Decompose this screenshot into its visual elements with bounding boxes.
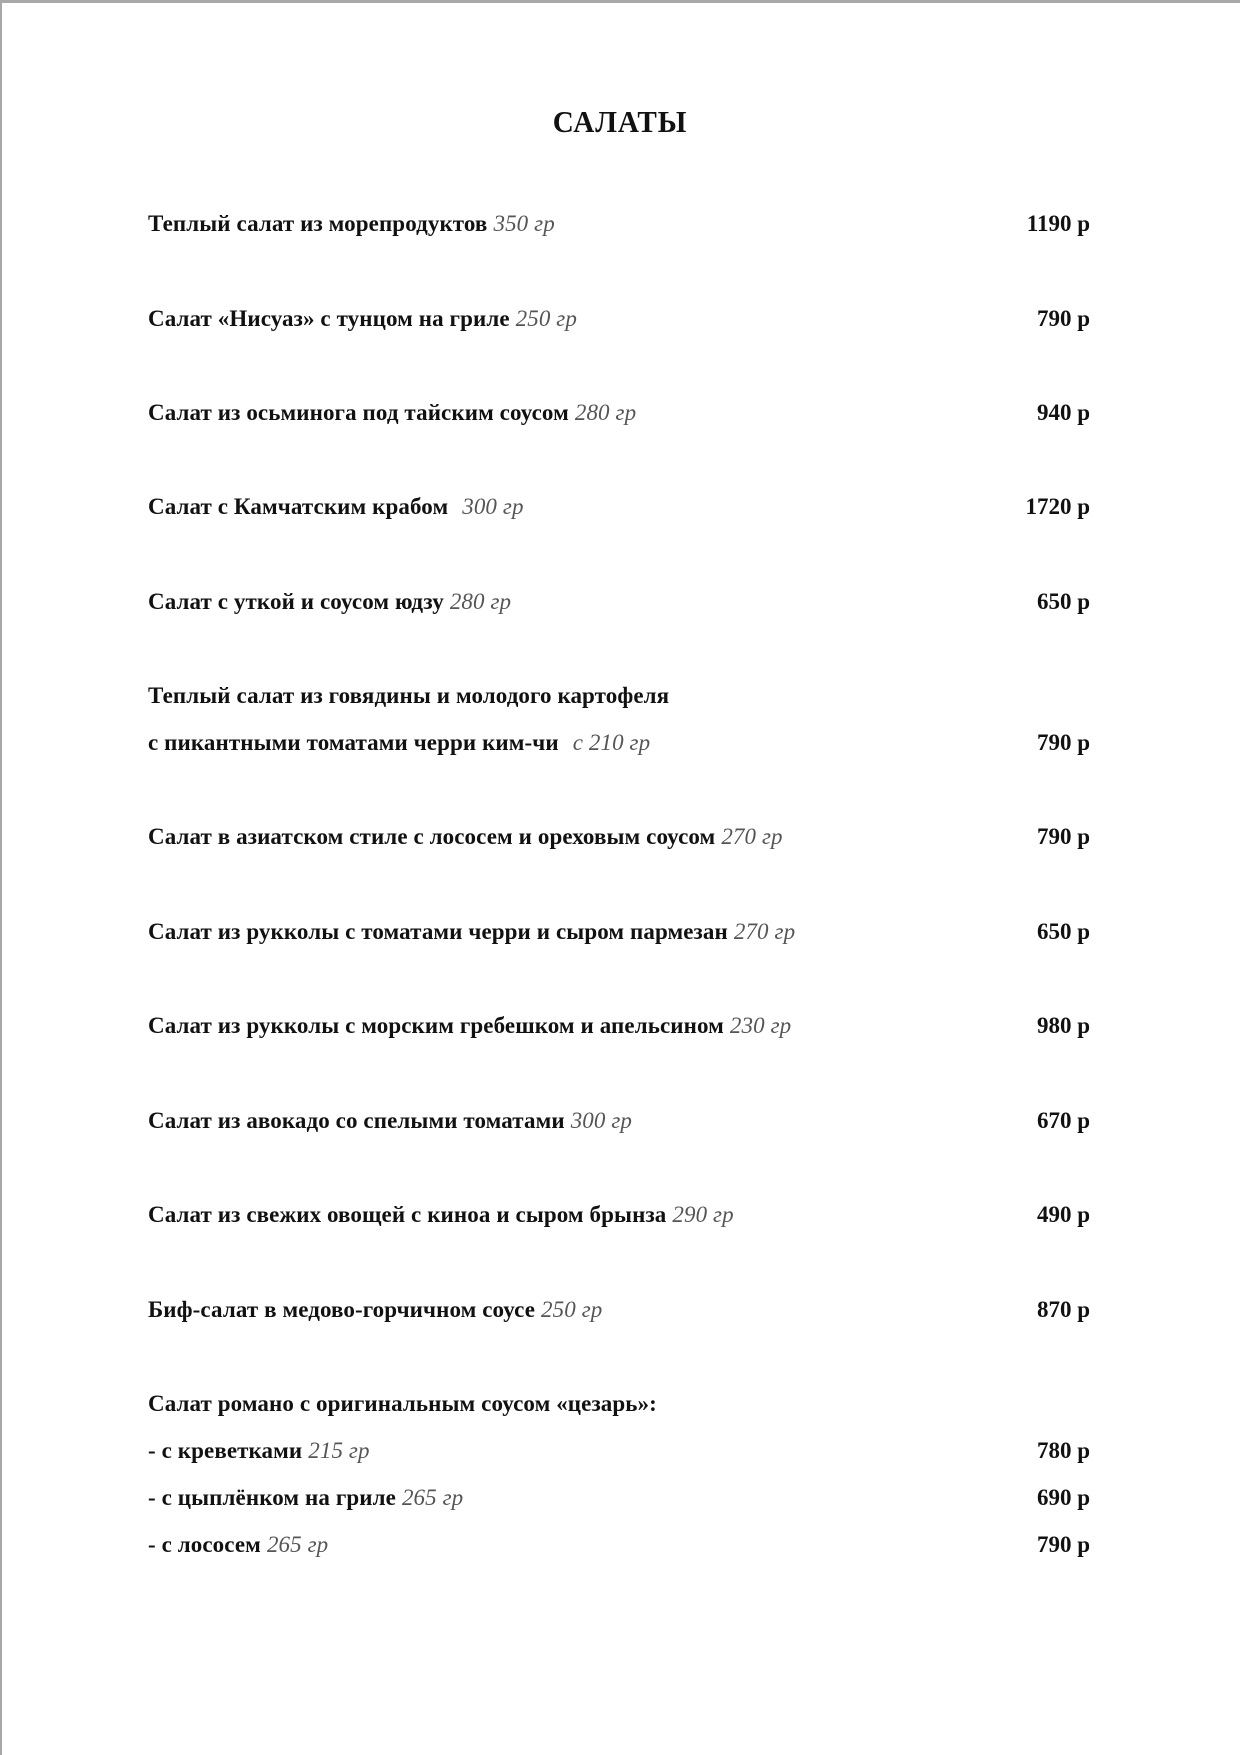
- menu-item: [148, 820, 1090, 854]
- caesar-variant: [148, 1481, 1090, 1515]
- variant-weight: 265 гр: [401, 1485, 464, 1510]
- item-name-line: [148, 1434, 370, 1468]
- variant-weight: 265 гр: [266, 1532, 329, 1557]
- variant-weight: 215 гр: [308, 1438, 370, 1463]
- item-price: 1190 р: [1026, 211, 1090, 236]
- item-weight: 290 гр: [672, 1202, 734, 1227]
- item-name: Салат из авокадо со спелыми томатами: [148, 1108, 565, 1133]
- item-price: 1720 р: [1025, 494, 1090, 519]
- item-weight: 250 гр: [515, 306, 577, 331]
- item-price: 790 р: [1036, 730, 1090, 755]
- item-price: 790 р: [1036, 306, 1090, 331]
- item-name-line: [148, 915, 795, 949]
- item-name-line: [148, 1104, 632, 1138]
- menu-item: [148, 396, 1090, 430]
- item-weight: 270 гр: [733, 919, 796, 944]
- item-name: Салат в азиатском стиле с лососем и ореховым соусом: [148, 824, 716, 849]
- item-name-line: [148, 1528, 328, 1562]
- item-name-line: [148, 820, 783, 854]
- item-price: 490 р: [1036, 1202, 1090, 1227]
- variant-price: 790 р: [1036, 1532, 1090, 1557]
- item-name-line: [148, 302, 577, 336]
- item-name-line: [148, 1009, 791, 1043]
- item-weight: 280 гр: [574, 400, 637, 425]
- variant-price: 780 р: [1036, 1438, 1090, 1463]
- menu-item: [148, 1104, 1090, 1138]
- menu-item-line1: [148, 679, 1090, 713]
- item-name: Теплый салат из говядины и молодого картофеля: [148, 683, 670, 708]
- variant-name: - с креветками: [148, 1438, 303, 1463]
- item-name: Теплый салат из морепродуктов: [148, 211, 488, 236]
- item-weight: 270 гр: [721, 824, 783, 849]
- item-name-line: [148, 726, 650, 760]
- menu-item: [148, 207, 1090, 241]
- item-price: 980 р: [1036, 1013, 1090, 1038]
- menu-item: [148, 302, 1090, 336]
- item-price: 940 р: [1036, 400, 1090, 425]
- menu-item-line2: [148, 726, 1090, 760]
- item-name-line: [148, 585, 511, 619]
- variant-price: 690 р: [1036, 1485, 1090, 1510]
- item-name-line: [148, 1481, 463, 1515]
- variant-name: - с цыплёнком на гриле: [148, 1485, 396, 1510]
- menu-item: [148, 490, 1090, 524]
- caesar-heading: [148, 1387, 1090, 1421]
- caesar-variant: [148, 1434, 1090, 1468]
- item-price: 670 р: [1036, 1108, 1090, 1133]
- item-name: Салат из рукколы с морским гребешком и апельсином: [148, 1013, 724, 1038]
- item-name: Салат с уткой и соусом юдзу: [148, 589, 444, 614]
- item-name-line: [148, 207, 555, 241]
- menu-item: [148, 1198, 1090, 1232]
- item-name-line: [148, 1198, 734, 1232]
- variant-name: - с лососем: [148, 1532, 261, 1557]
- caesar-heading-text: Салат романо с оригинальным соусом «цезарь»:: [148, 1391, 657, 1416]
- item-name: Биф-салат в медово-горчичном соусе: [148, 1297, 536, 1322]
- item-weight: 230 гр: [729, 1013, 792, 1038]
- item-name-continued: с пикантными томатами черри ким-чи: [148, 730, 559, 755]
- item-weight: 300 гр: [570, 1108, 633, 1133]
- menu-item: [148, 1293, 1090, 1327]
- page-top-border: [0, 0, 1240, 3]
- item-price: 790 р: [1036, 824, 1090, 849]
- caesar-variant: [148, 1528, 1090, 1562]
- item-name-line: [148, 490, 524, 524]
- item-weight: 250 гр: [541, 1297, 603, 1322]
- menu-item: [148, 585, 1090, 619]
- page-left-border: [0, 0, 2, 1755]
- menu-item: [148, 915, 1090, 949]
- item-weight: 350 гр: [493, 211, 555, 236]
- item-price: 870 р: [1036, 1297, 1090, 1322]
- menu-item: [148, 1009, 1090, 1043]
- item-name-line: [148, 1293, 602, 1327]
- item-weight: с 210 гр: [572, 730, 651, 755]
- item-name: Салат из осьминога под тайским соусом: [148, 400, 569, 425]
- item-name: Салат с Камчатским крабом: [148, 494, 449, 519]
- item-weight: 280 гр: [449, 589, 512, 614]
- item-name: Салат из рукколы с томатами черри и сыром пармезан: [148, 919, 728, 944]
- page-title: САЛАТЫ: [552, 104, 688, 139]
- item-price: 650 р: [1036, 919, 1090, 944]
- item-name: Салат «Нисуаз» с тунцом на гриле: [148, 306, 510, 331]
- item-price: 650 р: [1036, 589, 1090, 614]
- item-name: Салат из свежих овощей с киноа и сыром брынза: [148, 1202, 667, 1227]
- item-name-line: [148, 396, 636, 430]
- item-weight: 300 гр: [462, 494, 524, 519]
